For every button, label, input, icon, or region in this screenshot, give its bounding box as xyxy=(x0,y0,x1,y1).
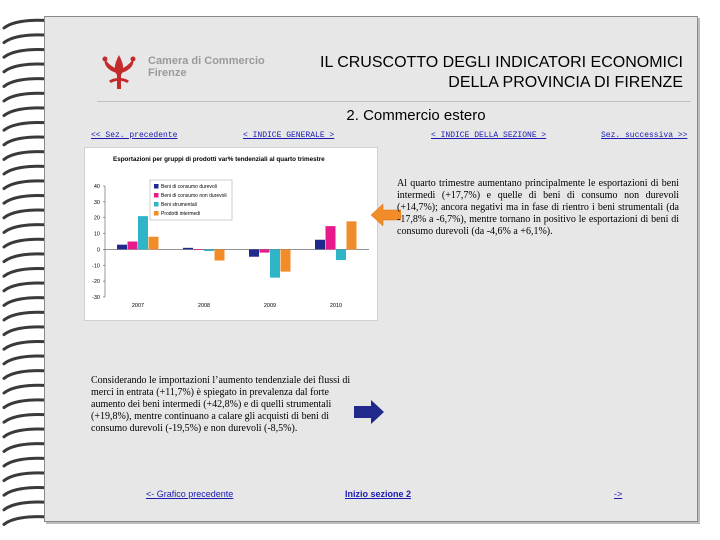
bar xyxy=(260,249,270,252)
bar xyxy=(183,248,193,250)
y-tick-label: -30 xyxy=(92,295,100,301)
bar xyxy=(138,216,148,249)
bar xyxy=(326,226,336,249)
legend-label: Beni di consumo durevoli xyxy=(161,184,217,191)
next-page-link[interactable]: -> xyxy=(614,489,623,499)
x-tick-label: 2009 xyxy=(263,303,277,309)
general-index-link[interactable]: < INDICE GENERALE > xyxy=(243,131,335,140)
legend-swatch xyxy=(154,193,159,198)
bar xyxy=(281,249,291,271)
bar xyxy=(117,245,127,250)
bar xyxy=(347,221,357,249)
bar xyxy=(215,249,225,260)
bar xyxy=(315,240,325,250)
legend-swatch xyxy=(154,202,159,207)
legend-swatch xyxy=(154,184,159,189)
imports-commentary: Considerando le importazioni l’aumento tendenziale dei flussi di merci in entrata (+11,7%) è spiegato in prevalenza dal forte aumento dei beni intermedi (+42,8%) e di quelli strumentali (+19,8%), mentre continuano a calare gli acquisti di beni di consumo durevoli (-19,5%) e non durevoli (-8,5%). xyxy=(91,375,351,434)
bar-chart xyxy=(85,148,377,320)
slide-page xyxy=(44,16,698,522)
bar xyxy=(249,249,259,256)
bar xyxy=(128,242,138,250)
prev-section-link[interactable]: << Sez. precedente xyxy=(91,131,178,140)
y-tick-label: 40 xyxy=(93,184,100,190)
y-tick-label: 10 xyxy=(93,231,100,238)
y-tick-label: 0 xyxy=(96,247,100,254)
bar xyxy=(194,249,204,250)
bar xyxy=(204,249,214,251)
exports-commentary: Al quarto trimestre aumentano principalmente le esportazioni di beni intermedi (+17,7%) e quelle di beni di consumo non durevoli (+14,7%); ancora negativi ma in fase di rientro i beni strumentali (da -17,8% a -6,7%), mentre tornano in positivo le esportazioni di beni di consumo durevoli (da -4,6% a +6,1%). xyxy=(397,178,679,237)
legend-label: Prodotti intermedi xyxy=(161,211,201,218)
y-tick-label: -20 xyxy=(92,279,100,286)
prev-chart-link[interactable]: <- Grafico precedente xyxy=(146,489,234,499)
chart-title: Esportazioni per gruppi di prodotti var% tendenziali al quarto trimestre xyxy=(113,156,325,163)
x-tick-label: 2008 xyxy=(197,303,211,309)
next-section-link[interactable]: Sez. successiva >> xyxy=(601,131,688,140)
chart-panel xyxy=(84,147,378,321)
bar xyxy=(336,249,346,260)
y-tick-label: -10 xyxy=(92,263,100,270)
logo-text: Camera di Commercio Firenze xyxy=(148,55,265,79)
x-tick-label: 2010 xyxy=(329,303,343,309)
bar xyxy=(270,249,280,277)
bar xyxy=(149,237,159,250)
section-index-link[interactable]: < INDICE DELLA SEZIONE > xyxy=(431,131,547,140)
legend-label: Beni di consumo non durevoli xyxy=(161,193,227,200)
divider xyxy=(97,101,691,102)
florence-lily-icon xyxy=(95,51,143,95)
x-tick-label: 2007 xyxy=(131,303,145,309)
section-title: 2. Commercio estero xyxy=(346,107,486,124)
legend-swatch xyxy=(154,211,159,216)
arrow-right-icon xyxy=(354,400,384,424)
section-start-link[interactable]: Inizio sezione 2 xyxy=(345,489,412,499)
y-tick-label: 20 xyxy=(93,215,100,222)
legend-label: Beni strumentali xyxy=(161,202,197,209)
y-tick-label: 30 xyxy=(93,199,100,206)
page-title: IL CRUSCOTTO DEGLI INDICATORI ECONOMICI DELLA PROVINCIA DI FIRENZE xyxy=(320,54,683,91)
